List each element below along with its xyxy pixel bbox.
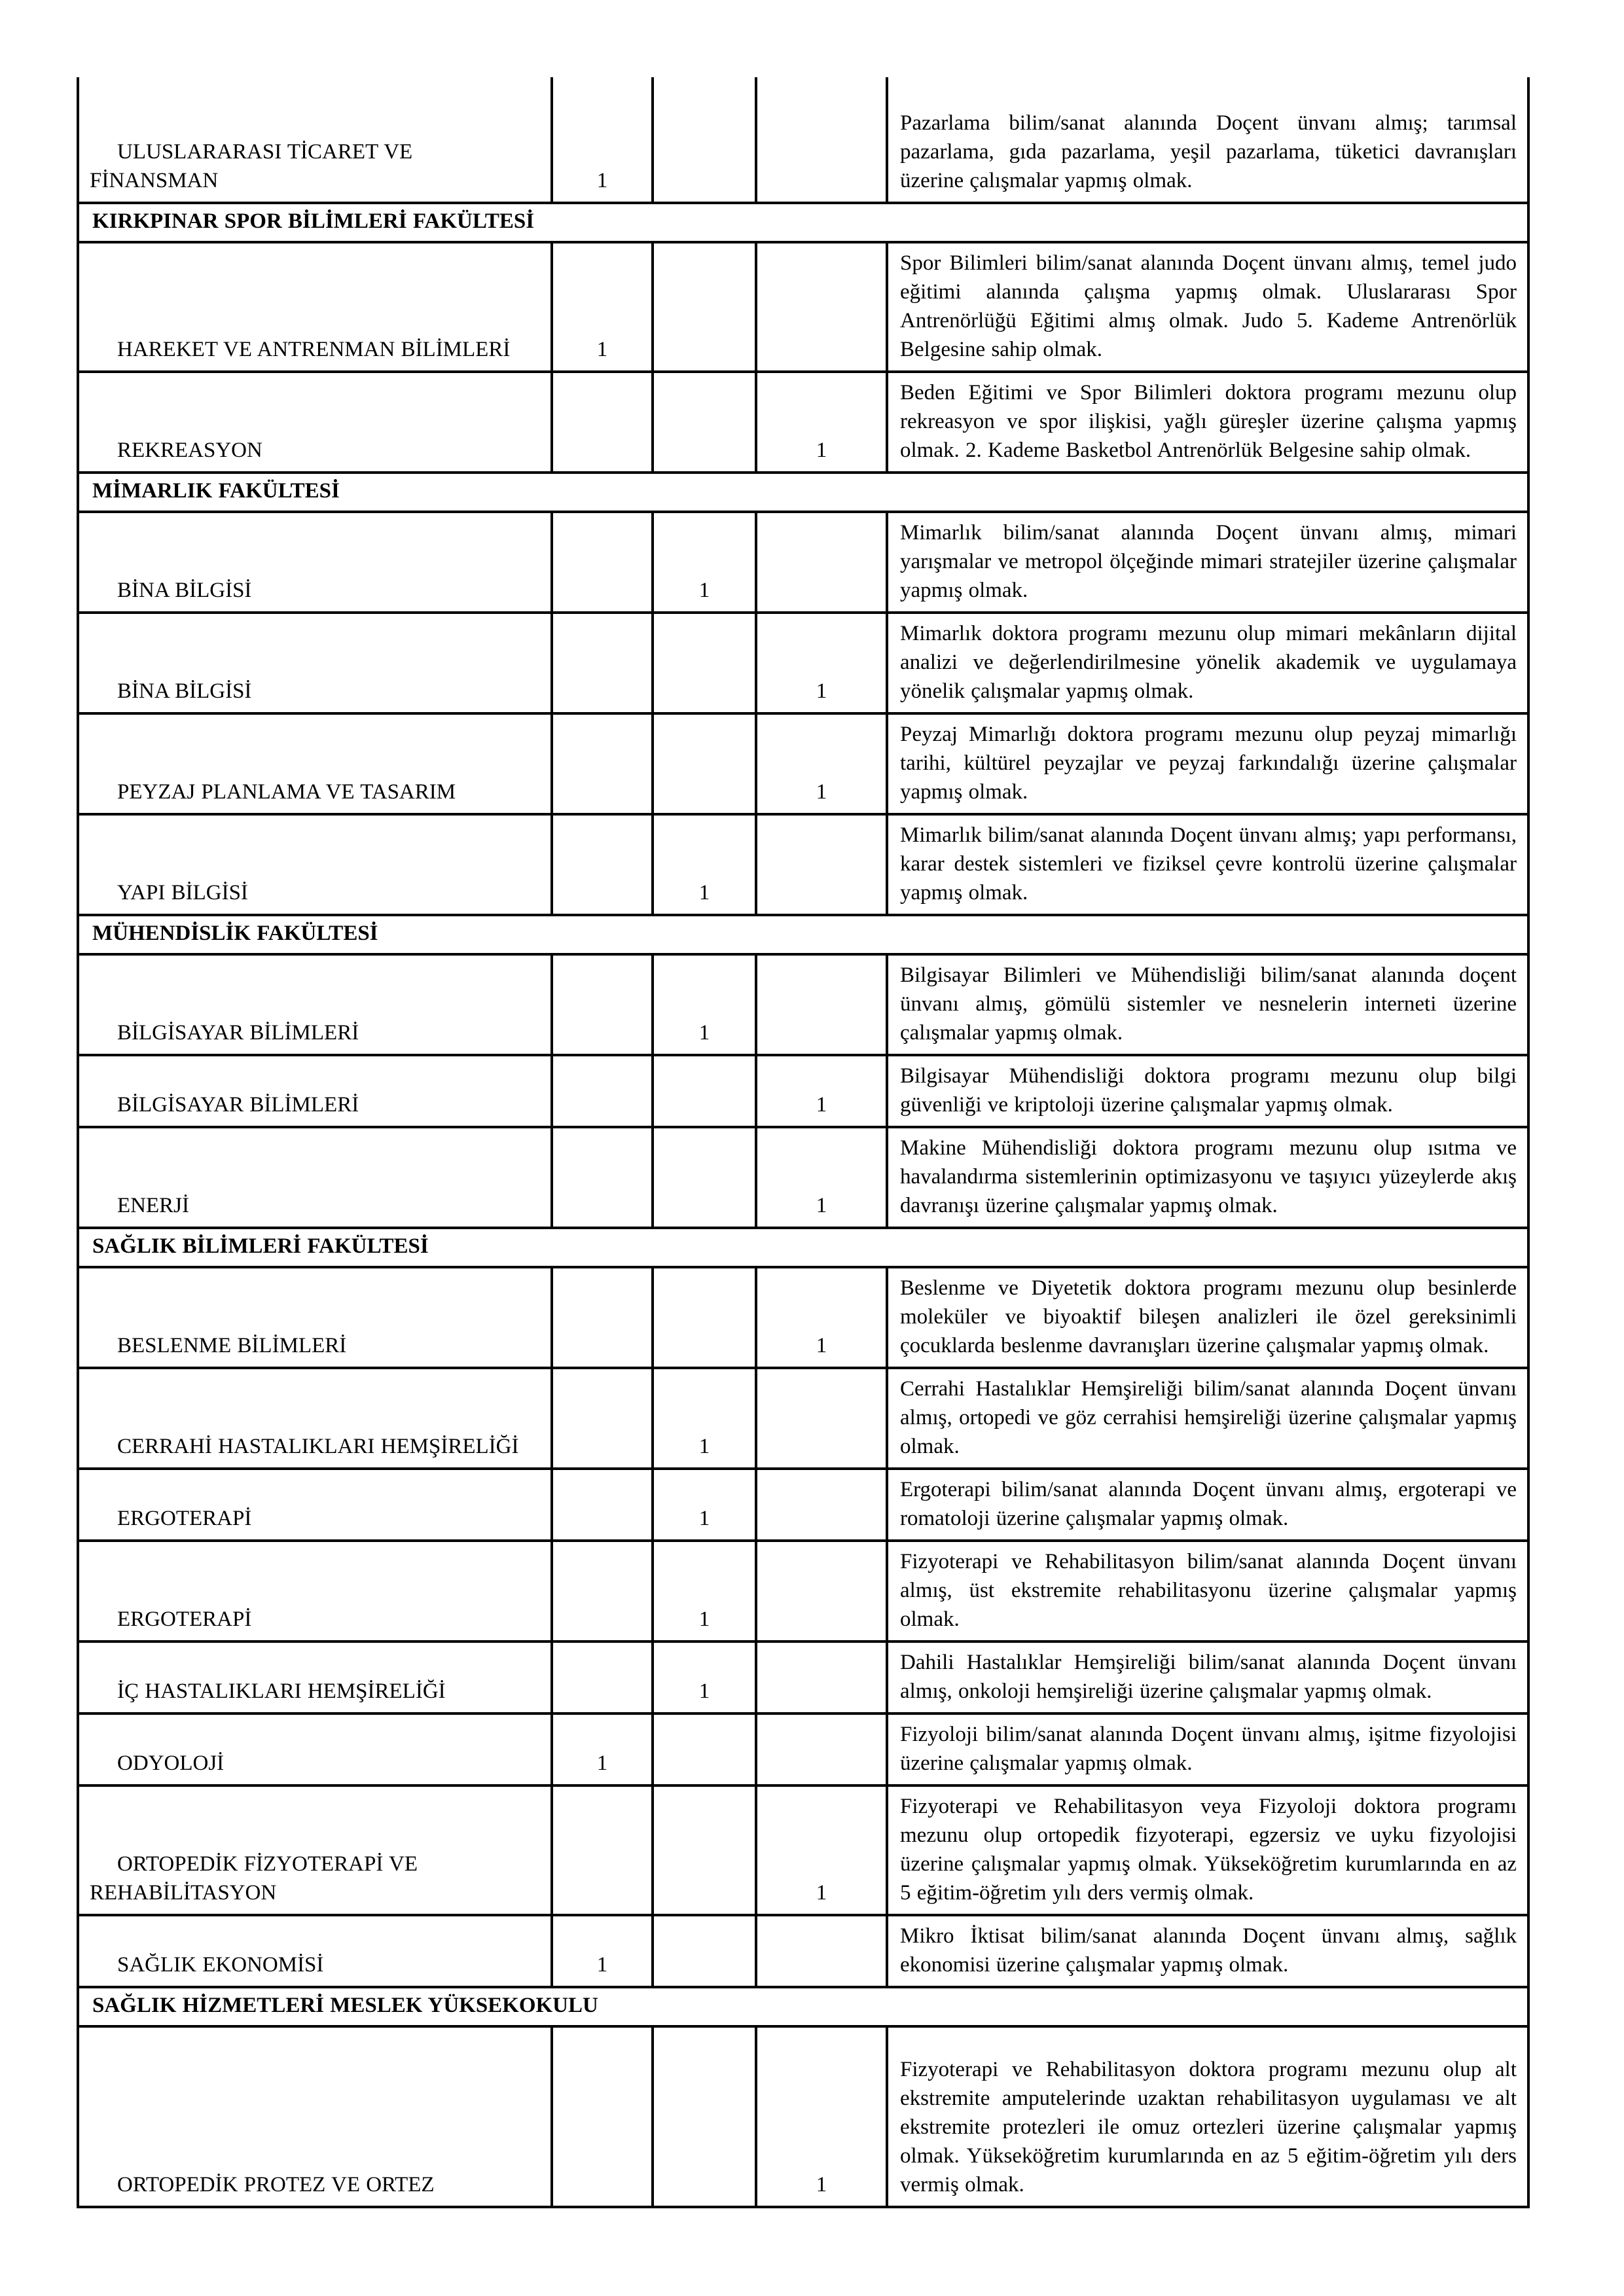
position-count-cell-3 xyxy=(756,77,887,203)
department-row xyxy=(78,1469,1528,1541)
department-name-cell: BESLENME BİLİMLERİ xyxy=(78,1267,552,1368)
position-count-cell-3 xyxy=(756,1713,887,1785)
position-count-cell-2 xyxy=(653,1127,756,1228)
faculty-section-row xyxy=(78,915,1528,954)
position-count-cell-3: 1 xyxy=(756,372,887,473)
position-count-cell-1 xyxy=(552,2026,653,2207)
position-count-cell-1 xyxy=(552,1785,653,1915)
department-name-cell: YAPI BİLGİSİ xyxy=(78,814,552,915)
position-count-cell-3: 1 xyxy=(756,613,887,713)
position-count-cell-2: 1 xyxy=(653,1541,756,1641)
department-name-cell: ULUSLARARASI TİCARET VE FİNANSMAN xyxy=(78,77,552,203)
department-name-cell: ORTOPEDİK FİZYOTERAPİ VE REHABİLİTASYON xyxy=(78,1785,552,1915)
position-count-cell-2 xyxy=(653,242,756,372)
position-count-cell-3 xyxy=(756,242,887,372)
department-name-cell: BİNA BİLGİSİ xyxy=(78,613,552,713)
position-count-cell-3 xyxy=(756,1641,887,1713)
requirements-cell: Fizyoterapi ve Rehabilitasyon bilim/sanat alanında Doçent ünvanı almış, üst ekstremite rehabilitasyonu üzerine çalışmalar yapmış olmak. xyxy=(887,1541,1528,1641)
requirements-cell: Bilgisayar Mühendisliği doktora programı mezunu olup bilgi güvenliği ve kriptoloji üzerine çalışmalar yapmış olmak. xyxy=(887,1055,1528,1127)
position-count-cell-2: 1 xyxy=(653,1469,756,1541)
department-row xyxy=(78,1713,1528,1785)
position-count-cell-2 xyxy=(653,2026,756,2207)
position-count-cell-3: 1 xyxy=(756,1127,887,1228)
position-count-cell-2 xyxy=(653,77,756,203)
requirements-cell: Makine Mühendisliği doktora programı mezunu olup ısıtma ve havalandırma sistemlerinin optimizasyonu ve taşıyıcı yüzeylerde akış davranışı üzerine çalışmalar yapmış olmak. xyxy=(887,1127,1528,1228)
position-count-cell-3 xyxy=(756,954,887,1055)
department-name-cell: İÇ HASTALIKLARI HEMŞİRELİĞİ xyxy=(78,1641,552,1713)
position-count-cell-2 xyxy=(653,713,756,814)
department-row xyxy=(78,77,1528,203)
department-row xyxy=(78,954,1528,1055)
department-row xyxy=(78,242,1528,372)
position-count-cell-3: 1 xyxy=(756,1055,887,1127)
department-name-cell: REKREASYON xyxy=(78,372,552,473)
position-count-cell-1 xyxy=(552,1469,653,1541)
position-count-cell-1 xyxy=(552,954,653,1055)
requirements-cell: Dahili Hastalıklar Hemşireliği bilim/sanat alanında Doçent ünvanı almış, onkoloji hemşireliği üzerine çalışmalar yapmış olmak. xyxy=(887,1641,1528,1713)
faculty-section-header: MİMARLIK FAKÜLTESİ xyxy=(78,473,1528,512)
position-announcement-table xyxy=(77,77,1530,2208)
department-row xyxy=(78,1368,1528,1469)
position-count-cell-3: 1 xyxy=(756,713,887,814)
department-row xyxy=(78,613,1528,713)
department-name-cell: BİNA BİLGİSİ xyxy=(78,512,552,613)
position-count-cell-2 xyxy=(653,1713,756,1785)
requirements-cell: Fizyoloji bilim/sanat alanında Doçent ünvanı almış, işitme fizyolojisi üzerine çalışmalar yapmış olmak. xyxy=(887,1713,1528,1785)
department-row xyxy=(78,512,1528,613)
position-count-cell-1 xyxy=(552,512,653,613)
requirements-cell: Beslenme ve Diyetetik doktora programı mezunu olup besinlerde moleküler ve biyoaktif bileşen analizleri ile özel gereksinimli çocuklarda beslenme davranışları üzerine çalışmalar yapmış olmak. xyxy=(887,1267,1528,1368)
position-count-cell-1 xyxy=(552,1267,653,1368)
requirements-cell: Mimarlık bilim/sanat alanında Doçent ünvanı almış; yapı performansı, karar destek sistemleri ve fiziksel çevre kontrolü üzerine çalışmalar yapmış olmak. xyxy=(887,814,1528,915)
position-count-cell-1 xyxy=(552,1368,653,1469)
position-count-cell-2 xyxy=(653,1267,756,1368)
position-count-cell-3 xyxy=(756,814,887,915)
position-count-cell-3: 1 xyxy=(756,2026,887,2207)
requirements-cell: Mimarlık doktora programı mezunu olup mimari mekânların dijital analizi ve değerlendirilmesine yönelik akademik ve uygulamaya yönelik çalışmalar yapmış olmak. xyxy=(887,613,1528,713)
position-count-cell-2 xyxy=(653,1785,756,1915)
faculty-section-row xyxy=(78,473,1528,512)
position-count-cell-3 xyxy=(756,512,887,613)
requirements-cell: Ergoterapi bilim/sanat alanında Doçent ünvanı almış, ergoterapi ve romatoloji üzerine çalışmalar yapmış olmak. xyxy=(887,1469,1528,1541)
position-count-cell-1: 1 xyxy=(552,77,653,203)
department-row xyxy=(78,2026,1528,2207)
faculty-section-header: SAĞLIK HİZMETLERİ MESLEK YÜKSEKOKULU xyxy=(78,1987,1528,2026)
department-row xyxy=(78,1641,1528,1713)
position-count-cell-1: 1 xyxy=(552,1713,653,1785)
position-count-cell-2: 1 xyxy=(653,1368,756,1469)
faculty-section-row xyxy=(78,1987,1528,2026)
position-count-cell-2: 1 xyxy=(653,814,756,915)
department-name-cell: BİLGİSAYAR BİLİMLERİ xyxy=(78,954,552,1055)
requirements-cell: Cerrahi Hastalıklar Hemşireliği bilim/sanat alanında Doçent ünvanı almış, ortopedi ve göz cerrahisi hemşireliği üzerine çalışmalar yapmış olmak. xyxy=(887,1368,1528,1469)
department-row xyxy=(78,372,1528,473)
requirements-cell: Mikro İktisat bilim/sanat alanında Doçent ünvanı almış, sağlık ekonomisi üzerine çalışmalar yapmış olmak. xyxy=(887,1915,1528,1987)
department-name-cell: CERRAHİ HASTALIKLARI HEMŞİRELİĞİ xyxy=(78,1368,552,1469)
position-count-cell-1 xyxy=(552,613,653,713)
requirements-cell: Mimarlık bilim/sanat alanında Doçent ünvanı almış, mimari yarışmalar ve metropol ölçeğinde mimari stratejiler üzerine çalışmalar yapmış olmak. xyxy=(887,512,1528,613)
position-count-cell-2 xyxy=(653,1915,756,1987)
announcement-table-body xyxy=(78,77,1528,2207)
requirements-cell: Fizyoterapi ve Rehabilitasyon veya Fizyoloji doktora programı mezunu olup ortopedik fizyoterapi, egzersiz ve uyku fizyolojisi üzerine çalışmalar yapmış olmak. Yükseköğretim kurumlarında en az 5 eğitim-öğretim yılı ders vermiş olmak. xyxy=(887,1785,1528,1915)
position-count-cell-3 xyxy=(756,1915,887,1987)
position-count-cell-1 xyxy=(552,372,653,473)
requirements-cell: Beden Eğitimi ve Spor Bilimleri doktora programı mezunu olup rekreasyon ve spor ilişkisi, yağlı güreşler üzerine çalışma yapmış olmak. 2. Kademe Basketbol Antrenörlük Belgesine sahip olmak. xyxy=(887,372,1528,473)
position-count-cell-1 xyxy=(552,1127,653,1228)
department-name-cell: ERGOTERAPİ xyxy=(78,1541,552,1641)
position-count-cell-2: 1 xyxy=(653,1641,756,1713)
department-name-cell: ORTOPEDİK PROTEZ VE ORTEZ xyxy=(78,2026,552,2207)
position-count-cell-2: 1 xyxy=(653,512,756,613)
department-name-cell: ERGOTERAPİ xyxy=(78,1469,552,1541)
position-count-cell-3 xyxy=(756,1368,887,1469)
faculty-section-row xyxy=(78,1228,1528,1267)
department-name-cell: BİLGİSAYAR BİLİMLERİ xyxy=(78,1055,552,1127)
department-row xyxy=(78,1541,1528,1641)
department-name-cell: ODYOLOJİ xyxy=(78,1713,552,1785)
requirements-cell: Peyzaj Mimarlığı doktora programı mezunu olup peyzaj mimarlığı tarihi, kültürel peyzajlar ve peyzaj farkındalığı üzerine çalışmalar yapmış olmak. xyxy=(887,713,1528,814)
position-count-cell-1 xyxy=(552,1055,653,1127)
department-row xyxy=(78,1267,1528,1368)
position-count-cell-1 xyxy=(552,1541,653,1641)
requirements-cell: Spor Bilimleri bilim/sanat alanında Doçent ünvanı almış, temel judo eğitimi alanında çalışma yapmış olmak. Uluslararası Spor Antrenörlüğü Eğitimi almış olmak. Judo 5. Kademe Antrenörlük Belgesine sahip olmak. xyxy=(887,242,1528,372)
department-name-cell: SAĞLIK EKONOMİSİ xyxy=(78,1915,552,1987)
requirements-cell: Fizyoterapi ve Rehabilitasyon doktora programı mezunu olup alt ekstremite amputelerinde uzaktan rehabilitasyon uygulaması ve alt ekstremite protezleri ile omuz ortezleri üzerine çalışmalar yapmış olmak. Yükseköğretim kurumlarında en az 5 eğitim-öğretim yılı ders vermiş olmak. xyxy=(887,2026,1528,2207)
faculty-section-header: SAĞLIK BİLİMLERİ FAKÜLTESİ xyxy=(78,1228,1528,1267)
department-name-cell: PEYZAJ PLANLAMA VE TASARIM xyxy=(78,713,552,814)
position-count-cell-1 xyxy=(552,814,653,915)
position-count-cell-2: 1 xyxy=(653,954,756,1055)
position-count-cell-3: 1 xyxy=(756,1267,887,1368)
position-count-cell-1: 1 xyxy=(552,1915,653,1987)
position-count-cell-1 xyxy=(552,713,653,814)
position-count-cell-2 xyxy=(653,1055,756,1127)
position-count-cell-3 xyxy=(756,1469,887,1541)
position-count-cell-2 xyxy=(653,372,756,473)
department-name-cell: HAREKET VE ANTRENMAN BİLİMLERİ xyxy=(78,242,552,372)
department-name-cell: ENERJİ xyxy=(78,1127,552,1228)
department-row xyxy=(78,1127,1528,1228)
position-count-cell-3 xyxy=(756,1541,887,1641)
faculty-section-row xyxy=(78,203,1528,242)
position-count-cell-3: 1 xyxy=(756,1785,887,1915)
faculty-section-header: MÜHENDİSLİK FAKÜLTESİ xyxy=(78,915,1528,954)
position-count-cell-1 xyxy=(552,1641,653,1713)
department-row xyxy=(78,1055,1528,1127)
department-row xyxy=(78,814,1528,915)
department-row xyxy=(78,1915,1528,1987)
department-row xyxy=(78,1785,1528,1915)
position-count-cell-2 xyxy=(653,613,756,713)
requirements-cell: Pazarlama bilim/sanat alanında Doçent ünvanı almış; tarımsal pazarlama, gıda pazarlama, yeşil pazarlama, tüketici davranışları üzerine çalışmalar yapmış olmak. xyxy=(887,77,1528,203)
requirements-cell: Bilgisayar Bilimleri ve Mühendisliği bilim/sanat alanında doçent ünvanı almış, gömülü sistemler ve nesnelerin interneti üzerine çalışmalar yapmış olmak. xyxy=(887,954,1528,1055)
department-row xyxy=(78,713,1528,814)
faculty-section-header: KIRKPINAR SPOR BİLİMLERİ FAKÜLTESİ xyxy=(78,203,1528,242)
position-count-cell-1: 1 xyxy=(552,242,653,372)
